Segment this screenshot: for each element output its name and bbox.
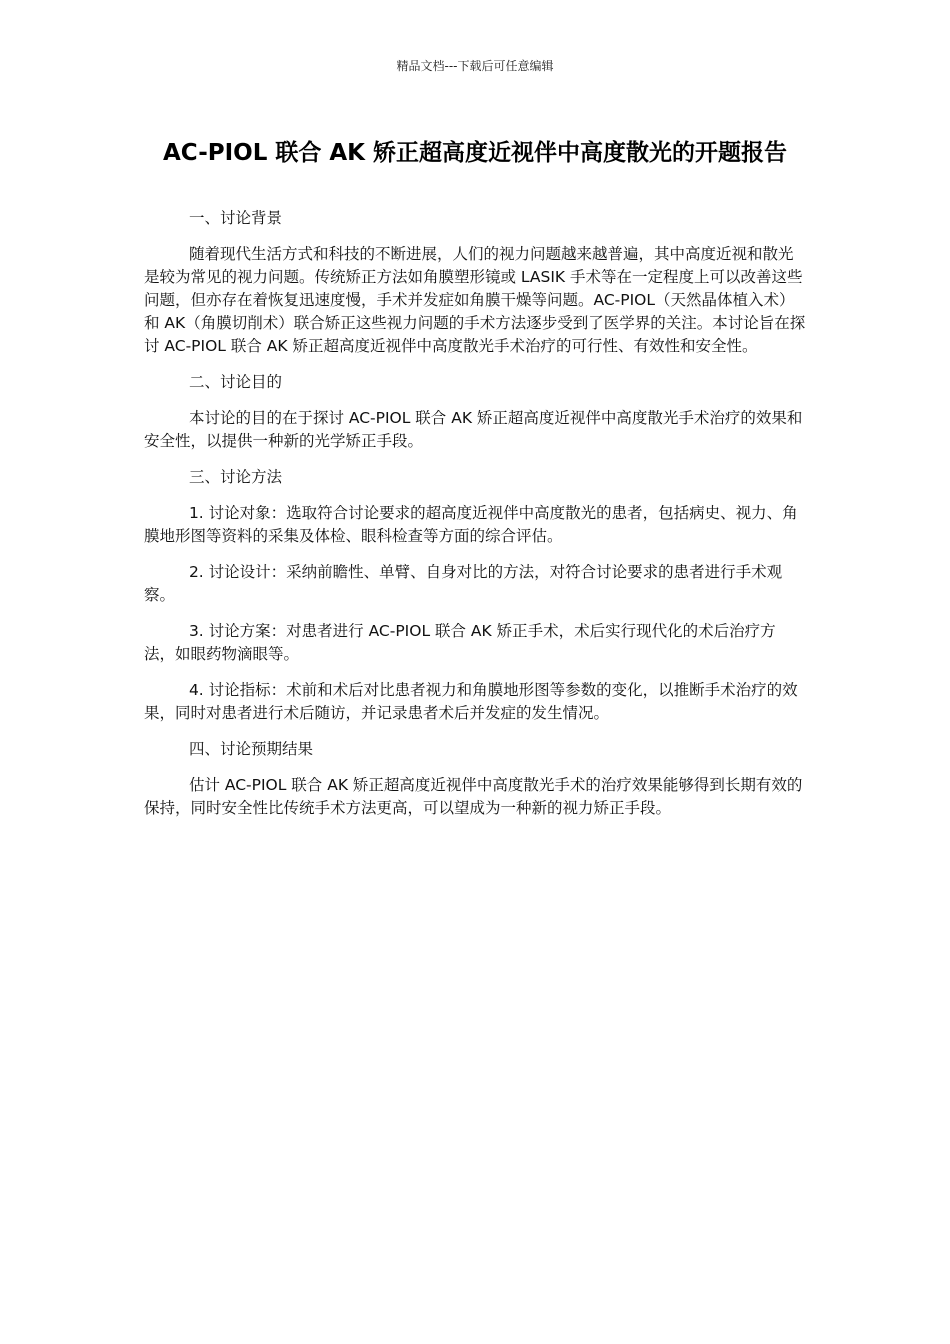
paragraph-background: 随着现代生活方式和科技的不断进展，人们的视力问题越来越普遍，其中高度近视和散光是较为常见的视力问题。传统矫正方法如角膜塑形镜或 LASIK 手术等在一定程度上可以改善这些问题，但亦存在着恢复迅速度慢，手术并发症如角膜干燥等问题。AC-PIOL（天然晶体植入术）和 AK（角膜切削术）联合矫正这些视力问题的手术方法逐步受到了医学界的关注。本讨论旨在探讨 AC-PIOL 联合 AK 矫正超高度近视伴中高度散光手术治疗的可行性、有效性和安全性。	[144, 245, 806, 355]
section-heading-methods: 三、讨论方法	[188, 468, 282, 486]
method-item-subjects: 1. 讨论对象：选取符合讨论要求的超高度近视伴中高度散光的患者，包括病史、视力、角膜地形图等资料的采集及体检、眼科检查等方面的综合评估。	[144, 504, 798, 545]
section-heading-expected: 四、讨论预期结果	[188, 740, 313, 758]
paragraph-expected: 估计 AC-PIOL 联合 AK 矫正超高度近视伴中高度散光手术的治疗效果能够得到长期有效的保持，同时安全性比传统手术方法更高，可以望成为一种新的视力矫正手段。	[144, 776, 803, 817]
method-item-plan: 3. 讨论方案：对患者进行 AC-PIOL 联合 AK 矫正手术，术后实行现代化的术后治疗方法，如眼药物滴眼等。	[144, 622, 776, 663]
section-heading-purpose: 二、讨论目的	[188, 373, 282, 391]
header-note: 精品文档---下载后可任意编辑	[396, 59, 554, 73]
document-title: AC-PIOL 联合 AK 矫正超高度近视伴中高度散光的开题报告	[162, 140, 788, 166]
method-item-indicators: 4. 讨论指标：术前和术后对比患者视力和角膜地形图等参数的变化，以推断手术治疗的效果，同时对患者进行术后随访，并记录患者术后并发症的发生情况。	[144, 681, 798, 722]
paragraph-purpose: 本讨论的目的在于探讨 AC-PIOL 联合 AK 矫正超高度近视伴中高度散光手术治疗的效果和安全性，以提供一种新的光学矫正手段。	[144, 409, 803, 450]
section-heading-background: 一、讨论背景	[188, 209, 282, 227]
method-item-design: 2. 讨论设计：采纳前瞻性、单臂、自身对比的方法，对符合讨论要求的患者进行手术观察。	[144, 563, 783, 604]
document-body	[144, 207, 806, 833]
